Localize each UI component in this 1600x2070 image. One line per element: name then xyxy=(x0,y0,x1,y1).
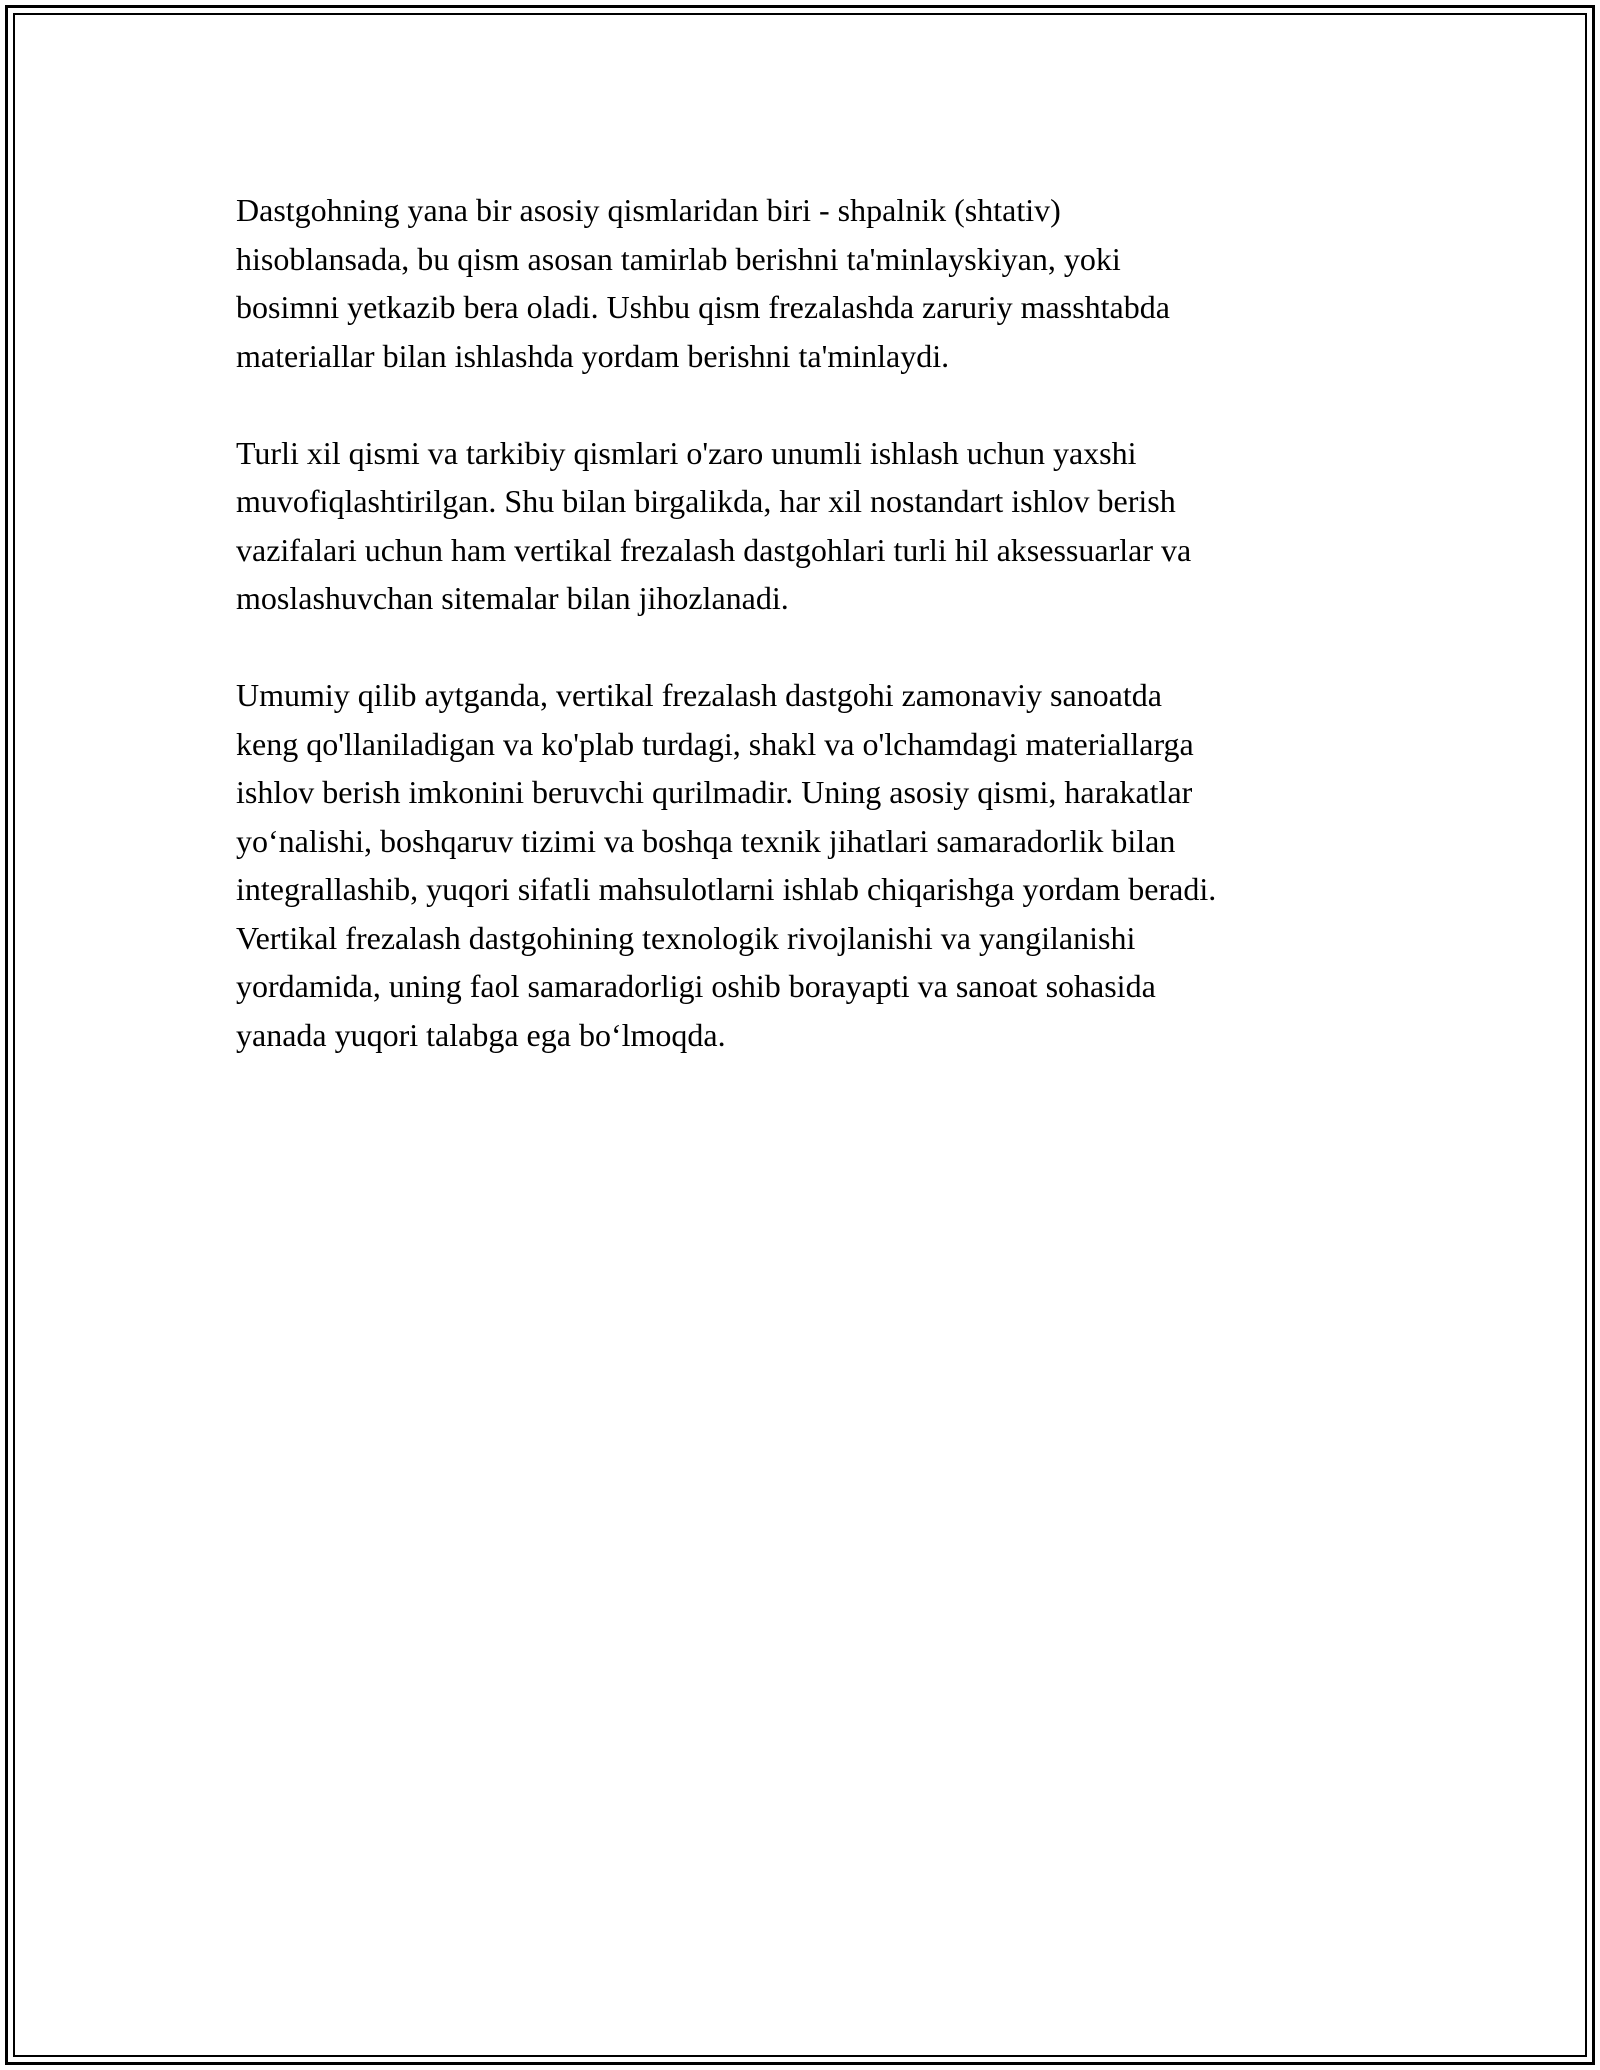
text-line: Turli xil qismi va tarkibiy qismlari o'zaro unumli ishlash uchun yaxshi xyxy=(236,434,1137,471)
text-line: hisoblansada, bu qism asosan tamirlab berishni ta'minlayskiyan, yoki xyxy=(236,240,1121,277)
text-line: yordamida, uning faol samaradorligi oshib borayapti va sanoat sohasida xyxy=(236,968,1156,1004)
text-line: muvofiqlashtirilgan. Shu bilan birgalikda, har xil nostandart ishlov berish xyxy=(236,483,1176,519)
paragraph-2 xyxy=(236,429,1386,623)
text-line: yo‘nalishi, boshqaruv tizimi va boshqa texnik jihatlari samaradorlik bilan xyxy=(236,822,1176,859)
text-line: integrallashib, yuqori sifatli mahsulotlarni ishlab chiqarishga yordam beradi. xyxy=(236,871,1217,907)
document-body xyxy=(236,186,1386,1108)
text-line: Dastgohning yana bir asosiy qismlaridan biri - shpalnik (shtativ) xyxy=(236,192,1061,228)
text-line: bosimni yetkazib bera oladi. Ushbu qism frezalashda zaruriy masshtabda xyxy=(236,289,1170,325)
paragraph-1 xyxy=(236,186,1386,380)
text-line: keng qo'llaniladigan va ko'plab turdagi, shakl va o'lchamdagi materiallarga xyxy=(236,725,1194,762)
text-line: moslashuvchan sitemalar bilan jihozlanadi. xyxy=(236,580,789,616)
text-line: Umumiy qilib aytganda, vertikal frezalash dastgohi zamonaviy sanoatda xyxy=(236,677,1162,713)
paragraph-3 xyxy=(236,671,1386,1059)
text-line: vazifalari uchun ham vertikal frezalash dastgohlari turli hil aksessuarlar va xyxy=(236,531,1192,568)
text-line: yanada yuqori talabga ega bo‘lmoqda. xyxy=(236,1016,726,1053)
text-line: Vertikal frezalash dastgohining texnologik rivojlanishi va yangilanishi xyxy=(236,919,1136,956)
text-line: ishlov berish imkonini beruvchi qurilmadir. Uning asosiy qismi, harakatlar xyxy=(236,774,1193,810)
text-line: materiallar bilan ishlashda yordam berishni ta'minlaydi. xyxy=(236,337,950,374)
